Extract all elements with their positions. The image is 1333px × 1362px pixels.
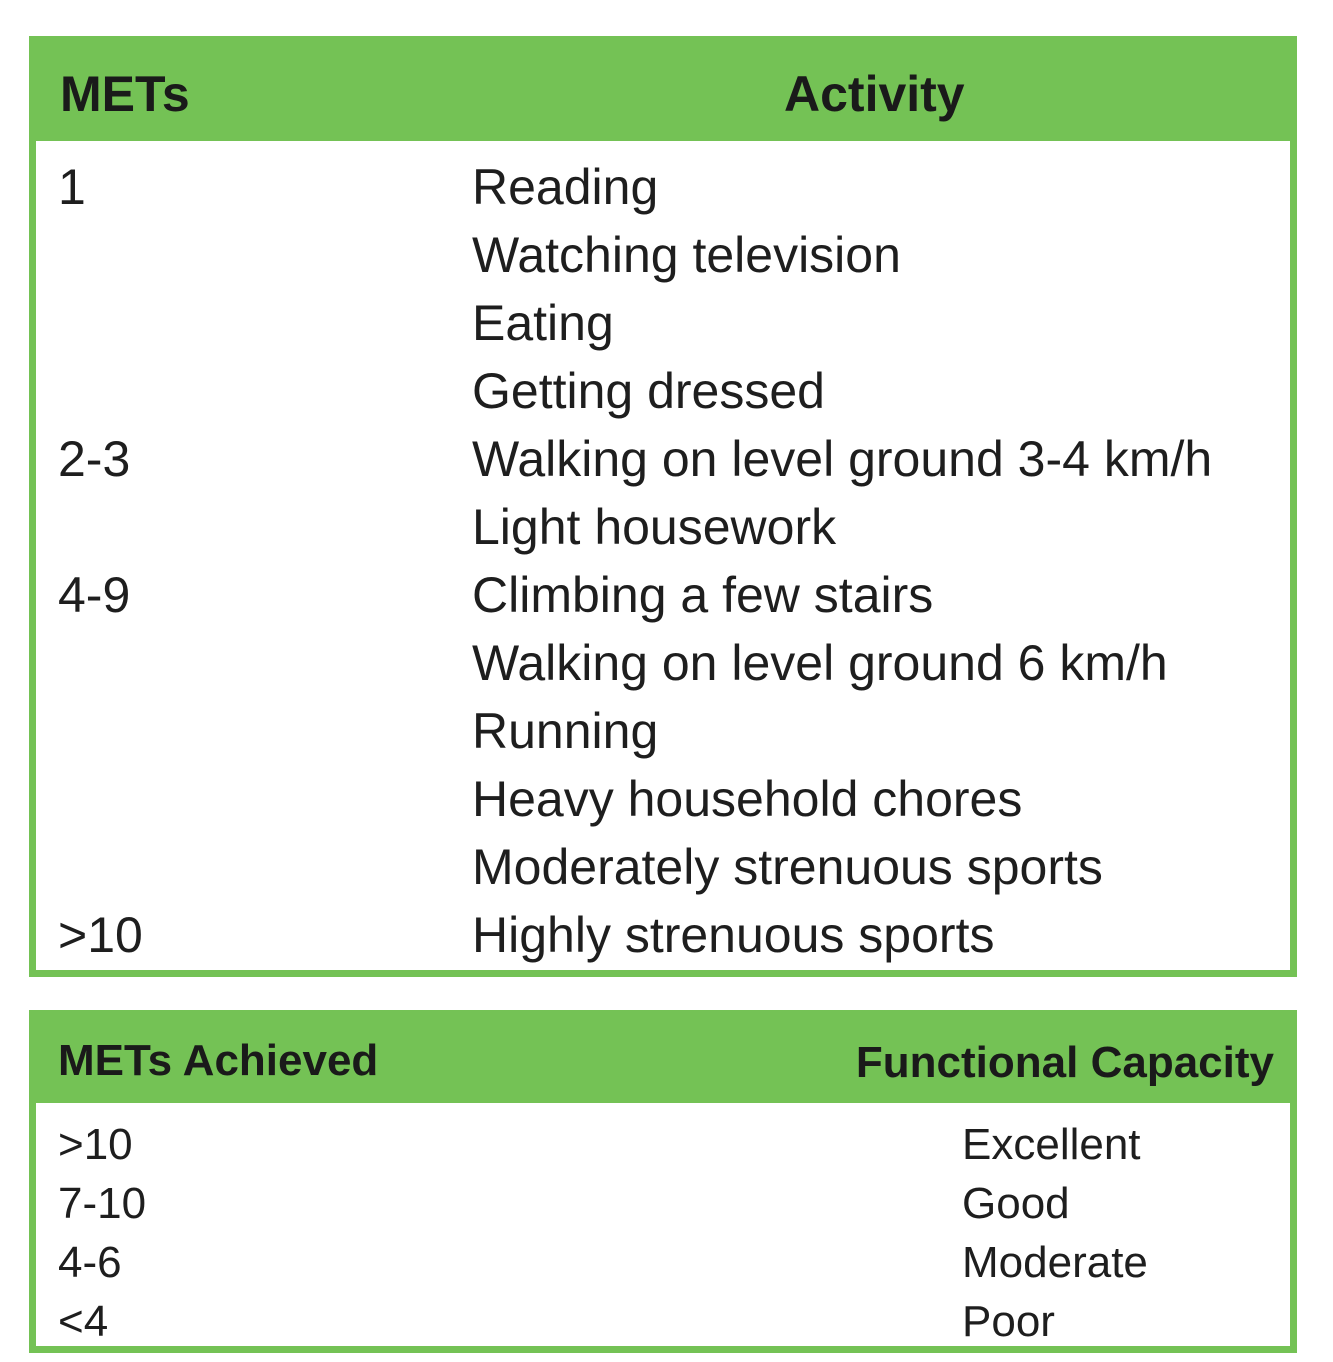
table-row: [36, 357, 1290, 425]
activity-cell: Highly strenuous sports: [472, 907, 995, 963]
table-row: [36, 1174, 1290, 1233]
functional-capacity-table: [29, 1010, 1297, 1353]
table-header: [36, 43, 1290, 141]
capacity-cell: Poor: [962, 1297, 1055, 1346]
table-row: [36, 425, 1290, 493]
activity-cell: Moderately strenuous sports: [472, 839, 1103, 895]
header-activity: Activity: [784, 66, 965, 122]
mets-cell: 2-3: [58, 431, 131, 487]
header-mets-achieved: METs Achieved: [58, 1036, 379, 1085]
activity-cell: Watching television: [472, 227, 901, 283]
table-row: [36, 493, 1290, 561]
table-row: [36, 833, 1290, 901]
table-row: [36, 765, 1290, 833]
header-functional-capacity: Functional Capacity: [855, 1038, 1274, 1087]
capacity-cell: Good: [962, 1179, 1070, 1228]
mets-achieved-cell: >10: [58, 1120, 133, 1169]
activity-cell: Running: [472, 703, 659, 759]
activity-cell: Walking on level ground 6 km/h: [472, 635, 1168, 691]
table-row: [36, 1233, 1290, 1292]
table-row: [36, 561, 1290, 629]
mets-cell: 4-9: [58, 567, 131, 623]
activity-cell: Climbing a few stairs: [472, 567, 934, 623]
table-row: [36, 901, 1290, 969]
table-row: [36, 221, 1290, 289]
mets-cell: 1: [58, 159, 86, 215]
table-row: [36, 289, 1290, 357]
mets-cell: >10: [58, 907, 143, 963]
table-row: [36, 153, 1290, 221]
activity-cell: Getting dressed: [472, 363, 825, 419]
activity-cell: Reading: [472, 159, 659, 215]
mets-achieved-cell: 4-6: [58, 1238, 122, 1287]
activity-cell: Heavy household chores: [472, 771, 1023, 827]
table-row: [36, 697, 1290, 765]
capacity-cell: Excellent: [962, 1120, 1141, 1169]
activity-cell: Walking on level ground 3-4 km/h: [472, 431, 1213, 487]
table-header: [36, 1017, 1290, 1103]
table-row: [36, 1292, 1290, 1351]
activity-cell: Eating: [472, 295, 614, 351]
activity-cell: Light housework: [472, 499, 837, 555]
table-row: [36, 629, 1290, 697]
mets-achieved-cell: <4: [58, 1297, 109, 1346]
table-row: [36, 1115, 1290, 1174]
mets-achieved-cell: 7-10: [58, 1179, 147, 1228]
met-activity-table: [29, 36, 1297, 977]
capacity-cell: Moderate: [962, 1238, 1148, 1287]
header-mets: METs: [60, 66, 190, 122]
